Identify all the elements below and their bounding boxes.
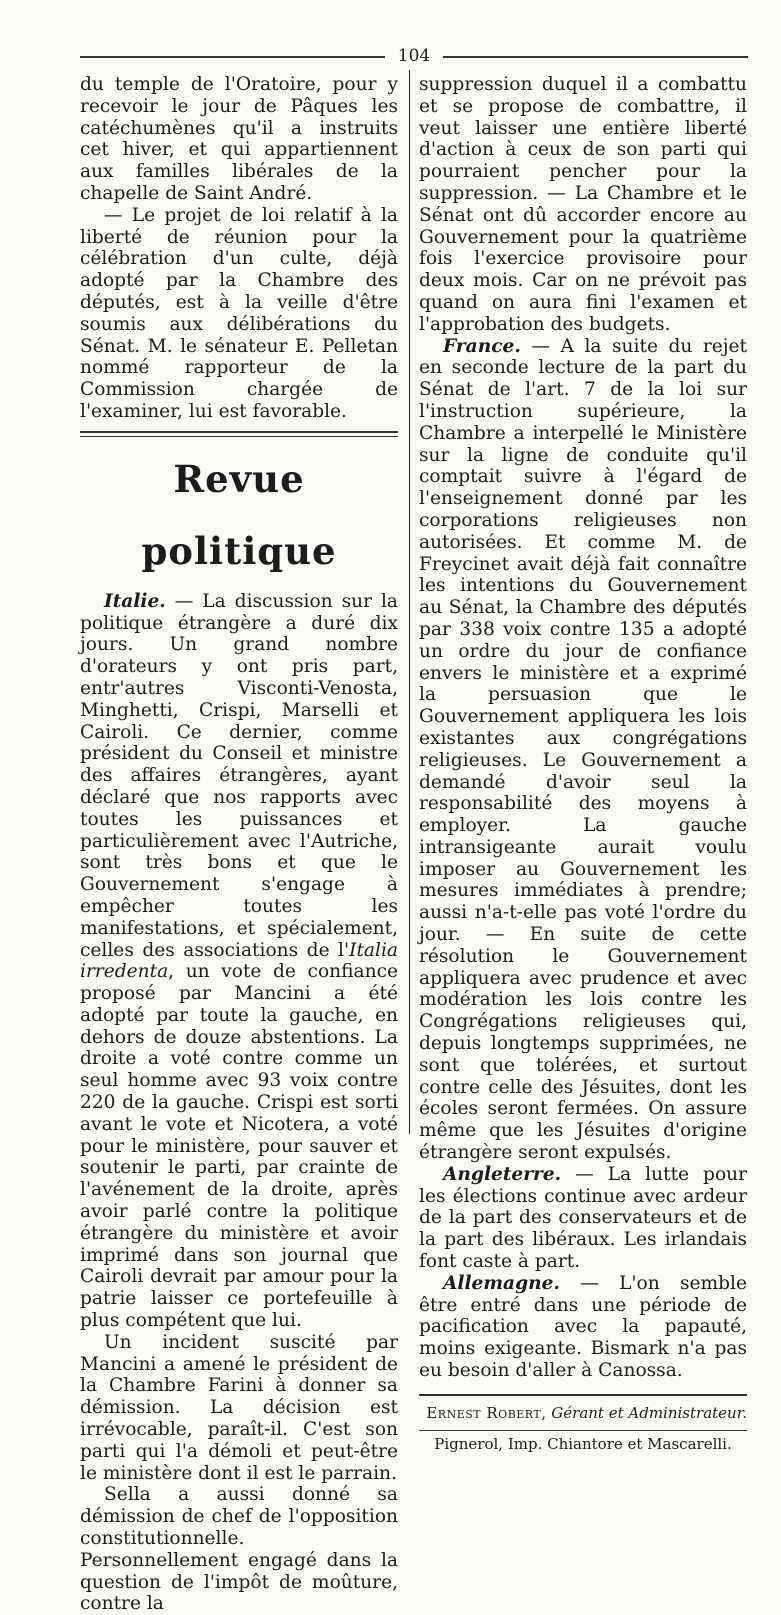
italia-irredenta: Italia irredenta xyxy=(80,939,398,983)
header-rule-right xyxy=(443,56,748,58)
allemagne-paragraph xyxy=(419,1273,747,1382)
section-title: Revue politique xyxy=(141,456,337,573)
allemagne-text: — L'on semble être entré dans une période de pacification avec la papauté, moins exigeante. Bismark n'a pas eu besoin d'aller à Canossa. xyxy=(419,1272,747,1382)
printer-line: Pignerol, Imp. Chiantore et Mascarelli. xyxy=(434,1434,732,1453)
italie-text: — La discussion sur la politique étrangère a duré dix jours. Un grand nombre d'orateurs y ont pris part, entr'autres Visconti-Venosta, Minghetti, Crispi, Marselli et Cairoli. Ce dernier, comme président du Conseil et ministre des affaires étrangères, ayant déclaré que nos rapports avec toutes les puissances et particulièrement avec l'Autriche, sont très bons et que le Gouvernement s'engage à empêcher toutes les manifestations, et spécialement, celles des associations de l' xyxy=(80,590,398,961)
france-paragraph xyxy=(419,336,747,1164)
signature-role: Gérant et Administrateur. xyxy=(546,1403,747,1422)
france-label: France. xyxy=(443,335,521,357)
incident-paragraph: Un incident suscité par Mancini a amené le président de la Chambre Farini à donner sa démission. La décision est irrévocable, paraît-il. C'est son parti qui l'a démoli et peut-être le ministère dont il est le parrain. xyxy=(80,1331,398,1484)
continued-paragraph: du temple de l'Oratoire, pour y recevoir le jour de Pâques les catéchumènes qu'il a instruits cet hiver, et qui appartiennent aux familles libérales de la chapelle de Saint André. xyxy=(80,74,398,204)
signature-rule xyxy=(419,1394,747,1396)
page-number: 104 xyxy=(397,46,431,66)
column-divider xyxy=(409,70,410,1134)
section-divider xyxy=(80,431,398,437)
italie-paragraph xyxy=(80,591,398,1332)
italie-text-2: , un vote de confiance proposé par Mancini a été adopté par toute la gauche, en dehors de douze abstentions. La droite a voté contre comme un seul homme avec 93 voix contre 220 de la gauche. Crispi est sorti avant le vote et Nicotera, a voté pour le ministère, pour sauver et soutenir le parti, par crainte de l'avénement de la droite, après avoir parlé contre la politique étrangère du ministère et avoir imprimé dans son journal que Cairoli devrait par amour pour la patrie laisser ce portefeuille à plus compétent que lui. xyxy=(80,961,398,1332)
left-column xyxy=(80,74,398,1615)
allemagne-label: Allemagne. xyxy=(443,1272,560,1294)
angleterre-paragraph xyxy=(419,1164,747,1273)
angleterre-label: Angleterre. xyxy=(443,1163,562,1185)
signature-name: Ernest Robert, xyxy=(426,1403,547,1422)
italie-label: Italie. xyxy=(104,590,166,612)
sella-paragraph: Sella a aussi donné sa démission de chef de l'opposition constitutionnelle. Personnellement engagé dans la question de l'impôt de moûture, contre la xyxy=(80,1484,398,1615)
projet-de-loi-paragraph: — Le projet de loi relatif à la liberté de réunion pour la célébration d'un culte, déjà adopté par la Chambre des députés, est à la veille d'être soumis aux délibérations du Sénat. M. le sénateur E. Pelletan nommé rapporteur de la Commission chargée de l'examiner, lui est favorable. xyxy=(80,204,398,422)
angleterre-text: — La lutte pour les élections continue avec ardeur de la part des conservateurs et de la part des libéraux. Les irlandais font caste à part. xyxy=(419,1163,747,1273)
right-column xyxy=(419,74,747,1453)
continued-paragraph-right: suppression duquel il a combattu et se propose de combattre, il veut laisser une entière liberté d'action à ceux de son parti qui pourraient pencher pour la suppression. — La Chambre et le Sénat ont dû accorder encore au Gouvernement pour la quatrième fois l'exercice provisoire pour deux mois. Car on ne prévoit pas quand on aura fini l'examen et l'approbation des budgets. xyxy=(419,74,747,335)
page-header xyxy=(80,44,748,68)
signature xyxy=(419,1402,747,1424)
france-text: — A la suite du rejet en seconde lecture de la part du Sénat de l'art. 7 de la loi sur l'instruction supérieure, la Chambre a interpellé le Ministère sur la ligne de conduite qu'il comptait suivre à l'égard de l'enseignement donné par les corporations religieuses non autorisées. Et comme M. de Freycinet avait déjà fait connaître les intentions du Gouvernement au Sénat, la Chambre des députés par 338 voix contre 135 a adopté un ordre du jour de confiance envers le ministère et a exprimé la persuasion que le Gouvernement appliquera les lois existantes aux congrégations religieuses. Le Gouvernement a demandé d'avoir seul la responsabilité des moyens à employer. La gauche intransigeante aurait voulu imposer au Gouvernement les mesures immédiates à prendre; aussi n'a-t-elle pas voté l'ordre du jour. — En suite de cette résolution le Gouvernement appliquera avec prudence et avec modération les lois contre les Congrégations religieuses qui, depuis longtemps supprimées, ne sont que tolérées, et surtout contre celle des Jésuites, dont les écoles seront fermées. On assure même que les Jésuites d'origine étrangère seront expulsés. xyxy=(419,335,747,1164)
